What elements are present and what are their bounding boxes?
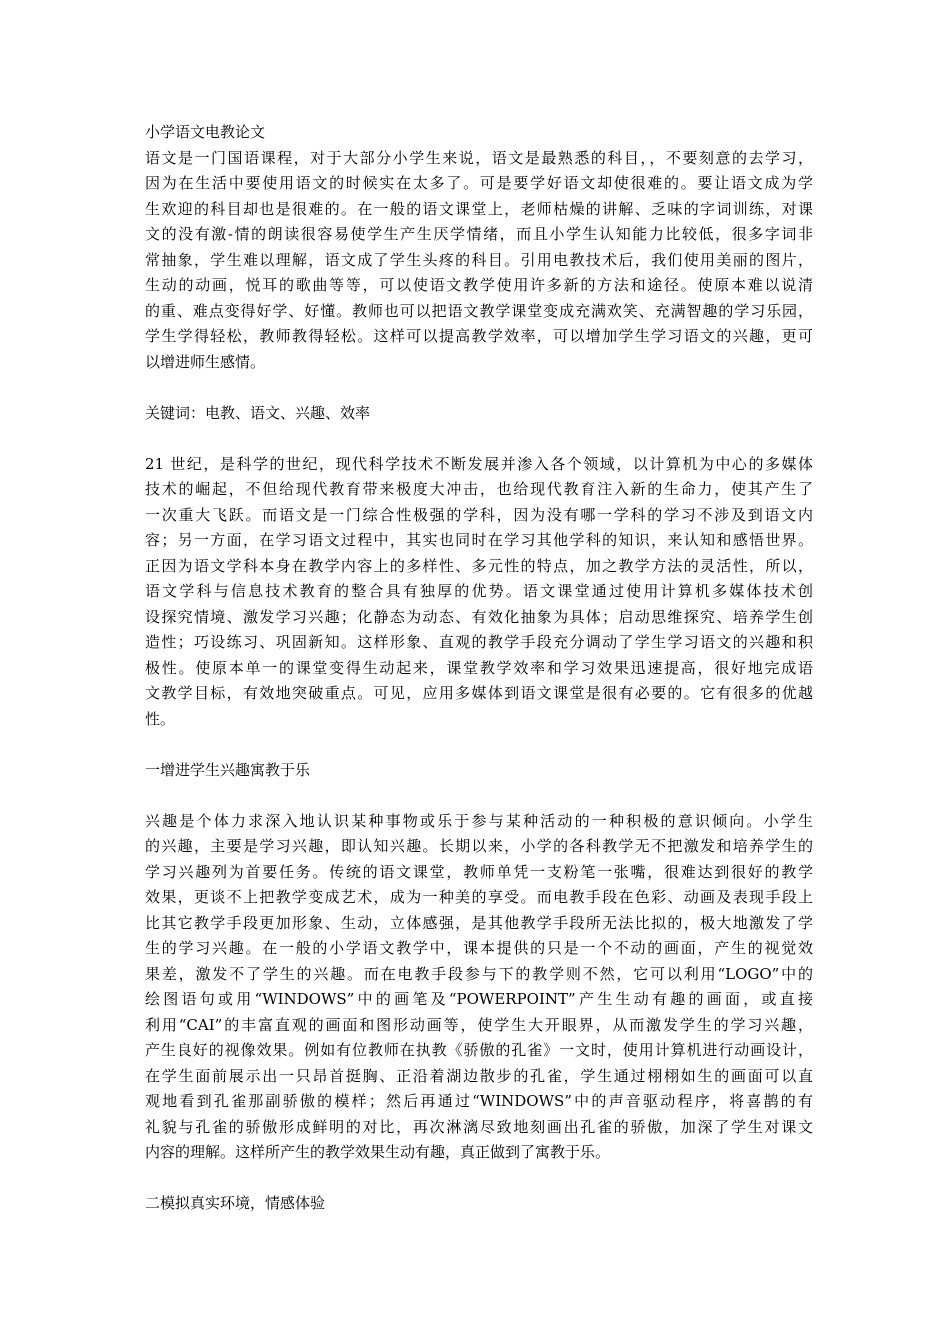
intro-line: 语文学科与信息技术教育的整合具有独厚的优势。语文课堂通过使用计算机多媒体技术创: [145, 582, 813, 600]
intro-line: 文教学目标，有效地突破重点。可见，应用多媒体到语文课堂是很有必要的。它有很多的优越: [145, 684, 813, 702]
intro-line: 技术的崛起，不但给现代教育带来极度大冲击，也给现代教育注入新的生命力，使其产生了: [145, 480, 813, 498]
intro-line: 性。: [145, 709, 176, 728]
abstract-line: 以增进师生感情。: [145, 352, 266, 371]
abstract-line: 生动的动画，悦耳的歌曲等等，可以使语文教学使用许多新的方法和途径。使原本难以说清: [145, 276, 813, 294]
section1-line: 的兴趣，主要是学习兴趣，即认知兴趣。长期以来，小学的各科教学无不把激发和培养学生的: [145, 837, 813, 855]
paragraph-gap: [145, 375, 813, 401]
intro-line: 21 世纪，是科学的世纪，现代科学技术不断发展并渗入各个领域，以计算机为中心的多媒体: [145, 454, 813, 473]
abstract-line: 学生学得轻松，教师教得轻松。这样可以提高教学效率，可以增加学生学习语文的兴趣，更可: [145, 327, 813, 345]
abstract-line: 语文是一门国语课程，对于大部分小学生来说，语文是最熟悉的科目，，不要刻意的去学习，: [145, 148, 813, 167]
paragraph-gap: [145, 732, 813, 758]
section1-line: 绘图语句或用“WINDOWS”中的画笔及“POWERPOINT”产生生动有趣的画面，或直接: [145, 990, 813, 1008]
abstract-paragraph: [145, 146, 813, 376]
section1-line: 在学生面前展示出一只昂首挺胸、正沿着湖边散步的孔雀，学生通过栩栩如生的画面可以直: [145, 1066, 813, 1085]
abstract-line: 因为在生活中要使用语文的时候实在太多了。可是要学好语文却使很难的。要让语文成为学: [145, 174, 813, 192]
section1-line: 利用“CAI”的丰富直观的画面和图形动画等，使学生大开眼界，从而激发学生的学习兴趣，: [145, 1015, 813, 1034]
section1-line: 比其它教学手段更加形象、生动，立体感强，是其他教学手段所无法比拟的，极大地激发了学: [145, 913, 813, 932]
section1-line: 礼貌与孔雀的骄傲形成鲜明的对比，再次淋漓尽致地刻画出孔雀的骄傲，加深了学生对课文: [145, 1117, 813, 1136]
intro-line: 造性；巧设练习、巩固新知。这样形象、直观的教学手段充分调动了学生学习语文的兴趣和积: [145, 633, 813, 651]
abstract-line: 的重、难点变得好学、好懂。教师也可以把语文教学课堂变成充满欢笑、充满智趣的学习乐园，: [145, 301, 813, 320]
paragraph-gap: [145, 426, 813, 452]
section1-line: 观地看到孔雀那副骄傲的模样；然后再通过“WINDOWS”中的声音驱动程序，将喜鹊的有: [145, 1092, 813, 1110]
section1-line: 产生良好的视像效果。例如有位教师在执教《骄傲的孔雀》一文时，使用计算机进行动画设计，: [145, 1041, 813, 1059]
section-heading-2: 二模拟真实环境，情感体验: [145, 1194, 326, 1212]
document-page: [145, 120, 813, 1217]
paragraph-gap: [145, 783, 813, 809]
section1-paragraph: [145, 809, 813, 1166]
abstract-line: 生欢迎的科目却也是很难的。在一般的语文课堂上，老师枯燥的讲解、乏味的字词训练，对课: [145, 199, 813, 218]
section1-line: 效果，更谈不上把教学变成艺术，成为一种美的享受。而电教手段在色彩、动画及表现手段上: [145, 888, 813, 906]
section1-line: 生的学习兴趣。在一般的小学语文教学中，课本提供的只是一个不动的画面，产生的视觉效: [145, 939, 813, 957]
section1-line: 果差，激发不了学生的兴趣。而在电教手段参与下的教学则不然，它可以利用“LOGO”中的: [145, 964, 813, 983]
intro-line: 设探究情境、激发学习兴趣；化静态为动态、有效化抽象为具体；启动思维探究、培养学生创: [145, 607, 813, 626]
section1-line: 学习兴趣列为首要任务。传统的语文课堂，教师单凭一支粉笔一张嘴，很难达到很好的教学: [145, 862, 813, 881]
document-title: 小学语文电教论文: [145, 123, 266, 141]
section1-line: 兴趣是个体力求深入地认识某种事物或乐于参与某种活动的一种积极的意识倾向。小学生: [145, 811, 813, 830]
intro-paragraph: [145, 452, 813, 733]
paragraph-gap: [145, 1166, 813, 1192]
abstract-line: 文的没有激-情的朗读很容易使学生产生厌学情绪，而且小学生认知能力比较低，很多字词非: [145, 225, 813, 243]
section-heading-1: 一增进学生兴趣寓教于乐: [145, 760, 311, 779]
section1-line: 内容的理解。这样所产生的教学效果生动有趣，真正做到了寓教于乐。: [145, 1143, 611, 1161]
intro-line: 一次重大飞跃。而语文是一门综合性极强的学科，因为没有哪一学科的学习不涉及到语文内: [145, 505, 813, 524]
keywords: 关键词：电教、语文、兴趣、效率: [145, 403, 371, 422]
intro-line: 极性。使原本单一的课堂变得生动起来，课堂教学效率和学习效果迅速提高，很好地完成语: [145, 658, 813, 677]
intro-line: 容；另一方面，在学习语文过程中，其实也同时在学习其他学科的知识，来认知和感悟世界。: [145, 531, 813, 549]
intro-line: 正因为语文学科本身在教学内容上的多样性、多元性的特点，加之教学方法的灵活性，所以，: [145, 556, 813, 575]
abstract-line: 常抽象，学生难以理解，语文成了学生头疼的科目。引用电教技术后，我们使用美丽的图片，: [145, 250, 813, 269]
